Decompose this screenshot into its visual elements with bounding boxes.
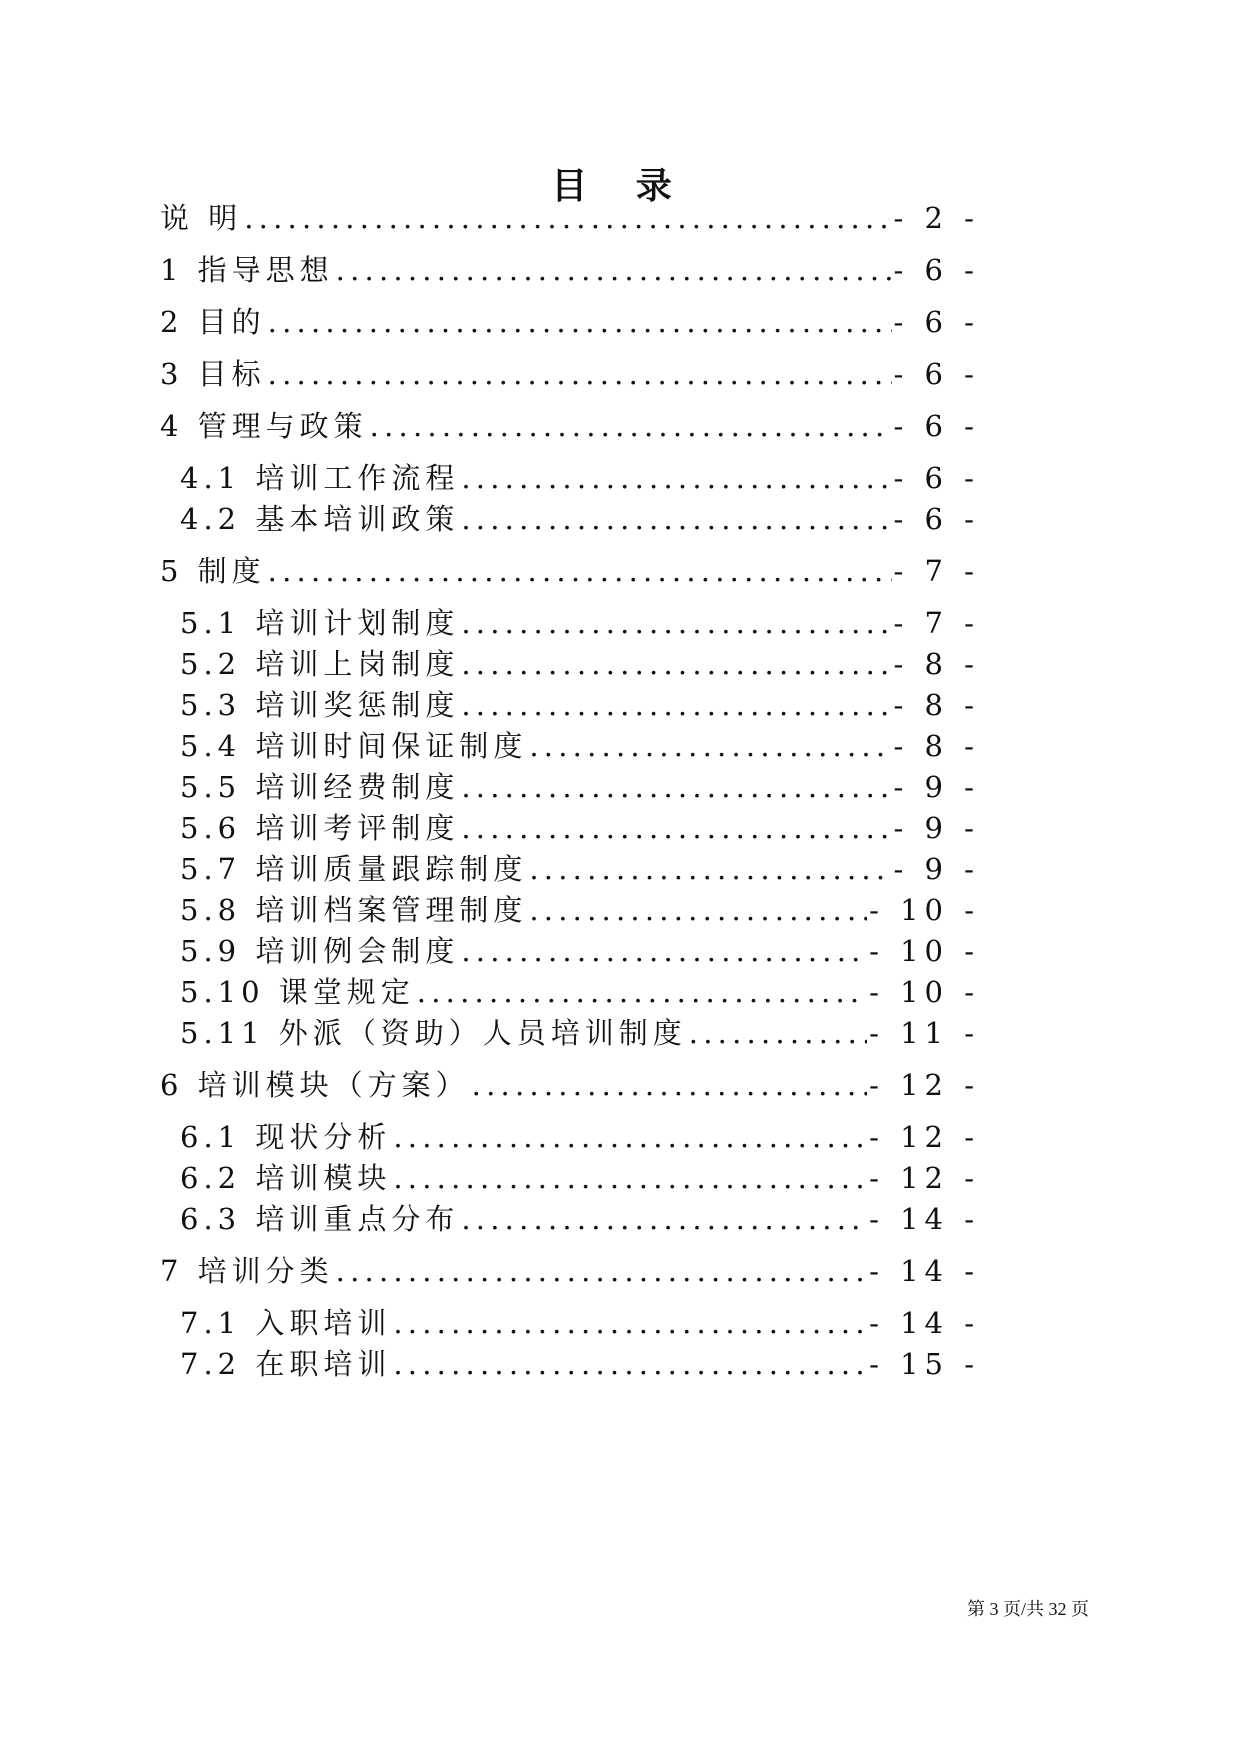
toc-entry-page: - 12 - (869, 1161, 980, 1195)
toc-entry[interactable] (180, 931, 980, 971)
toc-entry-label: 5.2 培训上岗制度 (180, 647, 460, 681)
toc-entry[interactable] (160, 551, 980, 591)
toc-entry-page: - 10 - (869, 934, 980, 968)
toc-entry[interactable] (180, 1303, 980, 1343)
toc-entry-label: 5.3 培训奖惩制度 (180, 688, 460, 722)
toc-entry[interactable] (180, 1013, 980, 1053)
toc-entry-label: 5.4 培训时间保证制度 (180, 729, 528, 763)
toc-entry-page: - 14 - (869, 1202, 980, 1236)
dot-leader (529, 890, 867, 930)
toc-entry-page: - 14 - (869, 1306, 980, 1340)
toc-entry-page: - 9 - (893, 770, 980, 804)
page-footer: 第 3 页/共 32 页 (966, 1599, 1089, 1619)
toc-entry[interactable] (180, 890, 980, 930)
toc-entry-page: - 8 - (893, 729, 980, 763)
toc-entry-label: 7.2 在职培训 (180, 1347, 392, 1381)
toc-entry-page: - 8 - (893, 688, 980, 722)
toc-entry-label: 4.1 培训工作流程 (180, 461, 460, 495)
toc-entry-label: 5.7 培训质量跟踪制度 (180, 852, 528, 886)
toc-entry[interactable] (180, 849, 980, 889)
dot-leader (393, 1303, 867, 1343)
toc-entry-page: - 6 - (893, 461, 980, 495)
toc-entry-label: 4.2 基本培训政策 (180, 502, 460, 536)
toc-entry[interactable] (180, 644, 980, 684)
toc-entry[interactable] (160, 354, 980, 394)
dot-leader (268, 302, 892, 342)
dot-leader (461, 685, 891, 725)
toc-entry-page: - 6 - (893, 305, 980, 339)
dot-leader (472, 1065, 867, 1105)
toc-entry-page: - 9 - (893, 811, 980, 845)
toc-entry-page: - 10 - (869, 893, 980, 927)
dot-leader (268, 551, 892, 591)
toc-entry-page: - 14 - (869, 1254, 980, 1288)
toc-entry-label: 5 制度 (160, 554, 266, 588)
toc-entry[interactable] (160, 1065, 980, 1105)
dot-leader (529, 726, 891, 766)
toc-entry-label: 5.10 课堂规定 (180, 975, 415, 1009)
toc-entry[interactable] (180, 499, 980, 539)
toc-entry[interactable] (160, 302, 980, 342)
toc-entry-label: 2 目的 (160, 305, 266, 339)
toc-entry-page: - 12 - (869, 1120, 980, 1154)
dot-leader (461, 767, 891, 807)
toc-entry-label: 7.1 入职培训 (180, 1306, 392, 1340)
toc-entry-label: 5.6 培训考评制度 (180, 811, 460, 845)
toc-entry-page: - 12 - (869, 1068, 980, 1102)
toc-entry-label: 说 明 (160, 201, 243, 235)
toc-entry-label: 7 培训分类 (160, 1254, 334, 1288)
dot-leader (336, 1251, 867, 1291)
toc-entry-page: - 10 - (869, 975, 980, 1009)
toc-entry[interactable] (160, 250, 980, 290)
dot-leader (417, 972, 867, 1012)
toc-entry[interactable] (180, 458, 980, 498)
dot-leader (461, 458, 891, 498)
dot-leader (370, 406, 892, 446)
toc-entry[interactable] (180, 726, 980, 766)
toc-entry-label: 6.3 培训重点分布 (180, 1202, 460, 1236)
toc-entry[interactable] (180, 685, 980, 725)
dot-leader (461, 644, 891, 684)
dot-leader (461, 603, 891, 643)
dot-leader (461, 1199, 867, 1239)
toc-entry-label: 3 目标 (160, 357, 266, 391)
dot-leader (336, 250, 892, 290)
toc-entry[interactable] (160, 406, 980, 446)
toc-entry[interactable] (180, 1344, 980, 1384)
dot-leader (461, 499, 891, 539)
toc-entry[interactable] (180, 808, 980, 848)
toc-entry-label: 6.2 培训模块 (180, 1161, 392, 1195)
toc-title: 目 录 (551, 166, 690, 207)
toc-entry-page: - 7 - (893, 554, 980, 588)
toc-entry[interactable] (180, 603, 980, 643)
toc-entry-page: - 11 - (869, 1016, 980, 1050)
toc-entry[interactable] (160, 1251, 980, 1291)
dot-leader (268, 354, 892, 394)
toc-entry-page: - 9 - (893, 852, 980, 886)
toc-entry-page: - 7 - (893, 606, 980, 640)
toc-entry-label: 6 培训模块（方案） (160, 1068, 470, 1102)
toc-entry[interactable] (180, 767, 980, 807)
dot-leader (393, 1158, 867, 1198)
toc-entry[interactable] (160, 198, 980, 238)
toc-entry-page: - 8 - (893, 647, 980, 681)
toc-entry-label: 5.8 培训档案管理制度 (180, 893, 528, 927)
toc-entry-label: 5.9 培训例会制度 (180, 934, 460, 968)
toc-entry[interactable] (180, 1158, 980, 1198)
toc-entry-page: - 15 - (869, 1347, 980, 1381)
toc-entry-page: - 6 - (893, 409, 980, 443)
dot-leader (244, 198, 891, 238)
toc-entry-label: 5.5 培训经费制度 (180, 770, 460, 804)
toc-entry-label: 4 管理与政策 (160, 409, 368, 443)
toc-entry-label: 6.1 现状分析 (180, 1120, 392, 1154)
dot-leader (689, 1013, 867, 1053)
toc-entry-page: - 6 - (893, 253, 980, 287)
dot-leader (393, 1344, 867, 1384)
toc-entry-page: - 2 - (893, 201, 980, 235)
dot-leader (529, 849, 891, 889)
toc-entry[interactable] (180, 1199, 980, 1239)
dot-leader (461, 931, 867, 971)
toc-entry-page: - 6 - (893, 357, 980, 391)
toc-entry[interactable] (180, 972, 980, 1012)
dot-leader (461, 808, 891, 848)
toc-entry-page: - 6 - (893, 502, 980, 536)
toc-entry-label: 5.1 培训计划制度 (180, 606, 460, 640)
toc-entry-label: 1 指导思想 (160, 253, 334, 287)
dot-leader (393, 1117, 867, 1157)
toc-entry[interactable] (180, 1117, 980, 1157)
toc-entry-label: 5.11 外派（资助）人员培训制度 (180, 1016, 687, 1050)
